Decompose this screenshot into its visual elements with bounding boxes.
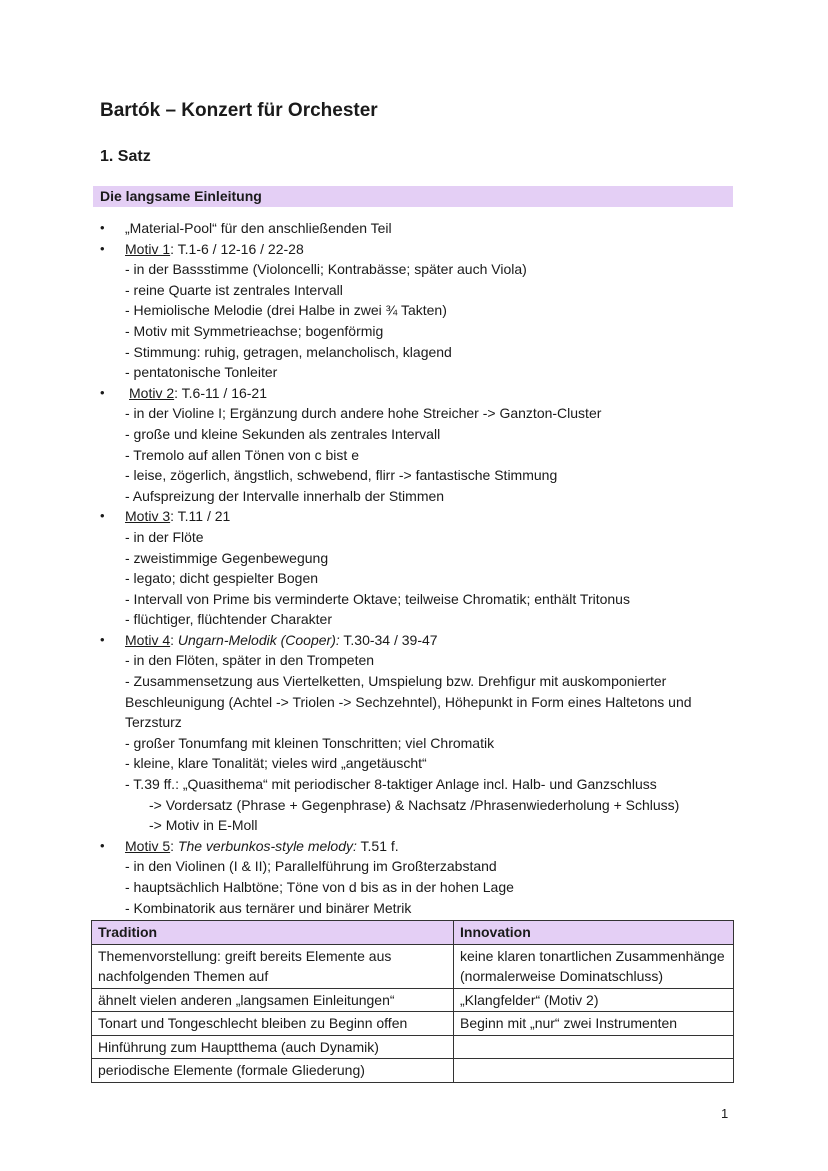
table-header-row <box>92 921 734 945</box>
detail-line: - in der Violine I; Ergänzung durch andere hohe Streicher -> Ganzton-Cluster <box>125 405 602 422</box>
table-cell: Beginn mit „nur“ zwei Instrumenten <box>454 1012 734 1036</box>
list-item-text: „Material-Pool“ für den anschließenden Teil <box>125 220 392 236</box>
detail-line: - Aufspreizung der Intervalle innerhalb der Stimmen <box>125 487 445 504</box>
detail-line: - Kombinatorik aus ternärer und binärer Metrik <box>125 899 412 916</box>
table-cell <box>454 1035 734 1059</box>
comparison-table <box>91 920 734 1083</box>
detail-line: - T.39 ff.: „Quasithema“ mit periodischer 8-taktiger Anlage incl. Halb- und Ganzschluss <box>125 776 657 793</box>
table-row <box>92 1059 734 1083</box>
motiv-description: Ungarn-Melodik (Cooper): <box>177 631 340 648</box>
subsection-heading: Die langsame Einleitung <box>93 186 733 207</box>
table-row <box>92 944 734 988</box>
motiv-measures: T.51 f. <box>356 837 399 854</box>
motiv-measures: : T.6-11 / 16-21 <box>174 384 267 401</box>
detail-line: - flüchtiger, flüchtender Charakter <box>125 611 332 628</box>
detail-line: - reine Quarte ist zentrales Intervall <box>125 281 343 298</box>
table-cell: „Klangfelder“ (Motiv 2) <box>454 988 734 1012</box>
detail-subline: -> Motiv in E-Moll <box>149 817 258 834</box>
detail-line: - Zusammensetzung aus Viertelketten, Umspielung bzw. Drehfigur mit auskomponierter Beschleunigung (Achtel -> Triolen -> Sechzehntel), Höhepunkt in Form eines Haltetons und Terzsturz <box>125 673 692 731</box>
table-cell: Themenvorstellung: greift bereits Elemente aus nachfolgenden Themen auf <box>92 944 454 988</box>
detail-line: - in den Violinen (I & II); Parallelführung im Großterzabstand <box>125 858 497 875</box>
detail-line: - in der Flöte <box>125 528 204 545</box>
table-cell: keine klaren tonartlichen Zusammenhänge (normalerweise Dominatschluss) <box>454 944 734 988</box>
detail-line: - große und kleine Sekunden als zentrales Intervall <box>125 425 441 442</box>
list-item-motiv-5 <box>100 836 740 918</box>
detail-line: - großer Tonumfang mit kleinen Tonschritten; viel Chromatik <box>125 734 495 751</box>
detail-line: - pentatonische Tonleiter <box>125 364 278 381</box>
bullet-icon: • <box>100 384 105 400</box>
bullet-icon: • <box>100 631 105 647</box>
detail-line: - kleine, klare Tonalität; vieles wird „angetäuscht“ <box>125 755 427 772</box>
list-item-motiv-1 <box>100 239 740 383</box>
detail-line: - Tremolo auf allen Tönen von c bist e <box>125 446 359 463</box>
bullet-icon: • <box>100 837 105 853</box>
table-cell: periodische Elemente (formale Gliederung) <box>92 1059 454 1083</box>
motiv-label: Motiv 1 <box>125 240 171 257</box>
table-cell: ähnelt vielen anderen „langsamen Einleitungen“ <box>92 988 454 1012</box>
bullet-list <box>100 218 740 918</box>
motiv-separator: : <box>170 631 178 648</box>
document-title: Bartók – Konzert für Orchester <box>100 100 378 121</box>
table-row <box>92 988 734 1012</box>
detail-line: - in der Bassstimme (Violoncelli; Kontrabässe; später auch Viola) <box>125 261 527 278</box>
section-heading: 1. Satz <box>100 148 151 165</box>
motiv-measures: T.30-34 / 39-47 <box>339 631 438 648</box>
bullet-icon: • <box>100 508 105 524</box>
motiv-label: Motiv 4 <box>125 631 171 648</box>
table-cell: Hinführung zum Hauptthema (auch Dynamik) <box>92 1035 454 1059</box>
detail-line: - leise, zögerlich, ängstlich, schwebend, flirr -> fantastische Stimmung <box>125 467 558 484</box>
page-number: 1 <box>721 1106 729 1121</box>
list-item-motiv-4 <box>100 630 740 836</box>
detail-line: - zweistimmige Gegenbewegung <box>125 549 329 566</box>
list-item-material-pool <box>100 218 740 239</box>
motiv-measures: : T.1-6 / 12-16 / 22-28 <box>170 240 304 257</box>
motiv-label: Motiv 2 <box>129 384 175 401</box>
detail-line: - legato; dicht gespielter Bogen <box>125 570 319 587</box>
bullet-icon: • <box>100 240 105 256</box>
bullet-icon: • <box>100 220 105 235</box>
detail-line: - in den Flöten, später in den Trompeten <box>125 652 375 669</box>
list-item-motiv-3 <box>100 506 740 630</box>
detail-line: - hauptsächlich Halbtöne; Töne von d bis as in der hohen Lage <box>125 879 514 895</box>
table-cell: Tonart und Tongeschlecht bleiben zu Beginn offen <box>92 1012 454 1036</box>
table-row <box>92 1035 734 1059</box>
detail-line: - Hemiolische Melodie (drei Halbe in zwei ¾ Takten) <box>125 302 447 319</box>
motiv-separator: : <box>170 837 178 854</box>
header-innovation: Innovation <box>454 921 734 945</box>
table-cell <box>454 1059 734 1083</box>
motiv-label: Motiv 5 <box>125 837 171 854</box>
detail-line: - Motiv mit Symmetrieachse; bogenförmig <box>125 322 384 339</box>
motiv-description: The verbunkos-style melody: <box>177 837 357 854</box>
detail-line: - Intervall von Prime bis verminderte Oktave; teilweise Chromatik; enthält Tritonus <box>125 590 630 607</box>
table-row <box>92 1012 734 1036</box>
list-item-motiv-2 <box>100 383 740 507</box>
motiv-measures: : T.11 / 21 <box>170 508 231 525</box>
detail-subline: -> Vordersatz (Phrase + Gegenphrase) & Nachsatz /Phrasenwiederholung + Schluss) <box>149 796 680 813</box>
header-tradition: Tradition <box>92 921 454 945</box>
motiv-label: Motiv 3 <box>125 508 171 525</box>
detail-line: - Stimmung: ruhig, getragen, melancholisch, klagend <box>125 343 452 360</box>
